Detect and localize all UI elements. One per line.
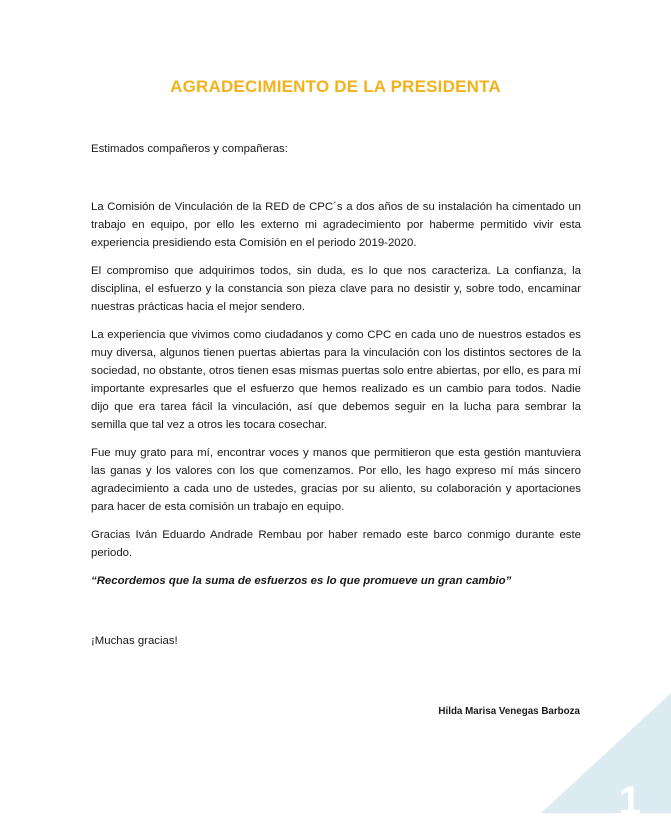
corner-triangle <box>541 693 671 813</box>
paragraph: El compromiso que adquirimos todos, sin duda, es lo que nos caracteriza. La confianza, la disciplina, el esfuerzo y la constancia son pieza clave para no desistir y, sobre todo, encaminar nuestras prácticas hacia el mejor sendero. <box>91 265 581 313</box>
greeting: Estimados compañeros y compañeras: <box>91 143 288 155</box>
paragraph: Fue muy grato para mí, encontrar voces y manos que permitieron que esta gestión mantuviera las ganas y los valores con los que comenzamos. Por ello, les hago expreso mí más sincero agradecimiento a cada uno de ustedes, gracias por su aliento, su colaboración y aportaciones para hacer de esta comisión un trabajo en equipo. <box>91 447 581 513</box>
paragraph: La experiencia que vivimos como ciudadanos y como CPC en cada uno de nuestros estados es muy diversa, algunos tienen puertas abiertas para la vinculación con los distintos sectores de la sociedad, no obstante, otros tienen esas mismas puertas solo entre abiertas, por ello, es para mí importante expresarles que el esfuerzo que hemos realizado es un cambio para todos. Nadie dijo que era tarea fácil la vinculación, así que debemos seguir en la lucha para sembrar la semilla que tal vez a otros les tocara cosechar. <box>91 329 581 431</box>
corner-decoration <box>541 693 671 813</box>
paragraph: La Comisión de Vinculación de la RED de CPC´s a dos años de su instalación ha cimentado un trabajo en equipo, por ello les externo mi agradecimiento por haberme permitido vivir esta experiencia presidiendo esta Comisión en el periodo 2019-2020. <box>91 201 581 249</box>
signature: Hilda Marisa Venegas Barboza <box>438 706 580 717</box>
paragraph: Gracias Iván Eduardo Andrade Rembau por haber remado este barco conmigo durante este periodo. <box>91 529 581 559</box>
page-number: 1 <box>618 779 641 823</box>
quote: “Recordemos que la suma de esfuerzos es lo que promueve un gran cambio” <box>91 575 512 587</box>
closing: ¡Muchas gracias! <box>91 635 178 647</box>
letter-body <box>91 140 581 650</box>
page-title: AGRADECIMIENTO DE LA PRESIDENTA <box>170 77 501 96</box>
